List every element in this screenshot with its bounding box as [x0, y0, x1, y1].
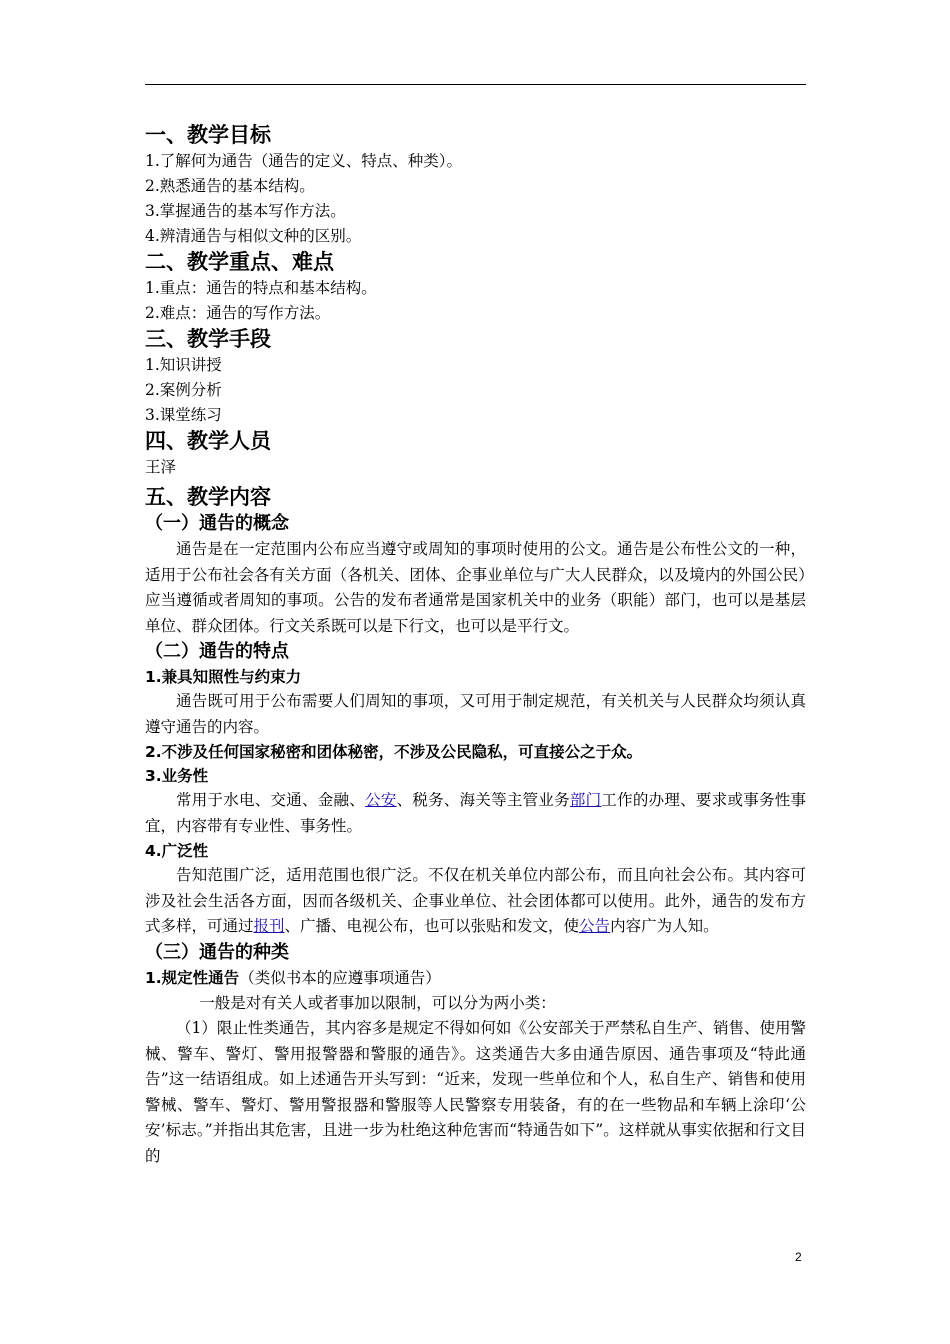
feature-paragraph-1: 通告既可用于公布需要人们周知的事项，又可用于制定规范，有关机关与人民群众均须认真遵守通告的内容。	[145, 692, 806, 736]
feature-paragraph-3	[145, 788, 806, 839]
text-run: 、税务、海关等主管业务	[396, 791, 570, 809]
list-item: 2.熟悉通告的基本结构。	[145, 177, 315, 195]
text-run: 工作的办理、要求或事务性事宜，内容带有专业性、事务性。	[145, 791, 806, 835]
type-paragraph-1: （1）限止性类通告，其内容多是规定不得如何如《公安部关于严禁私自生产、销售、使用警械、警车、警灯、警用报警器和警服的通告》。这类通告大多由通告原因、通告事项及“特此通告”这一结语组成。如上述通告开头写到：“近来，发现一些单位和个人，私自生产、销售和使用警械、警车、警灯、警用警报器和警服等人民警察专用装备，有的在一些物品和车辆上涂印‘公安’标志。”并指出其危害，且进一步为杜绝这种危害而“特通告如下”。这样就从事实依据和行文目的	[145, 1019, 806, 1165]
header-rule	[145, 84, 806, 85]
feature-heading-1: 1.兼具知照性与约束力	[145, 668, 302, 686]
feature-paragraph-4	[145, 863, 806, 940]
subsection-heading-types: （三）通告的种类	[145, 941, 289, 963]
page-number: 2	[795, 1250, 802, 1264]
section-heading-content: 五、教学内容	[145, 485, 271, 509]
section-heading-key-points: 二、教学重点、难点	[145, 250, 334, 274]
link-newspaper[interactable]: 报刊	[253, 917, 285, 935]
text-run: 、广播、电视公布，也可以张贴和发文，使	[284, 917, 580, 935]
feature-heading-4: 4.广泛性	[145, 842, 209, 860]
list-item: 2.案例分析	[145, 381, 222, 399]
section-heading-methods: 三、教学手段	[145, 327, 271, 351]
link-department[interactable]: 部门	[569, 791, 602, 809]
feature-heading-2: 2.不涉及任何国家秘密和团体秘密，不涉及公民隐私，可直接公之于众。	[145, 743, 643, 761]
staff-name: 王泽	[145, 458, 177, 476]
text-run: 告知范围广泛，适用范围也很广泛。不仅在机关单位内部公布，而且向社会公布。其内容可涉及社会生活各方面，因而各级机关、企事业单位、社会团体都可以使用。此外，通告的发布方式多样，可通过	[145, 866, 806, 935]
section-heading-staff: 四、教学人员	[145, 429, 271, 453]
subsection-heading-features: （二）通告的特点	[145, 641, 289, 662]
concept-paragraph: 通告是在一定范围内公布应当遵守或周知的事项时使用的公文。通告是公布性公文的一种，适用于公布社会各有关方面（各机关、团体、企事业单位与广大人民群众，以及境内的外国公民）应当遵循或者周知的事项。公告的发布者通常是国家机关中的业务（职能）部门，也可以是基层单位、群众团体。行文关系既可以是下行文，也可以是平行文。	[145, 540, 806, 635]
section-heading-objectives: 一、教学目标	[145, 123, 271, 147]
feature-heading-3: 3.业务性	[145, 767, 209, 785]
type-heading-note: （类似书本的应遵事项通告）	[239, 968, 441, 987]
text-run: 内容广为人知。	[610, 917, 719, 935]
type-heading-1	[145, 966, 806, 991]
type-heading-bold: 1.规定性通告	[145, 968, 240, 987]
subsection-heading-concept: （一）通告的概念	[145, 513, 289, 534]
list-item: 1.重点：通告的特点和基本结构。	[145, 279, 377, 297]
type-intro: 一般是对有关人或者事加以限制，可以分为两小类：	[199, 993, 556, 1012]
list-item: 1.了解何为通告（通告的定义、特点、种类）。	[145, 152, 463, 170]
text-run: 常用于水电、交通、金融、	[176, 791, 366, 809]
link-announcement[interactable]: 公告	[579, 917, 611, 935]
list-item: 2.难点：通告的写作方法。	[145, 304, 331, 322]
list-item: 3.课堂练习	[145, 406, 222, 424]
list-item: 4.辨清通告与相似文种的区别。	[145, 227, 362, 245]
list-item: 3.掌握通告的基本写作方法。	[145, 202, 346, 220]
document-body	[145, 122, 806, 1169]
link-public-security[interactable]: 公安	[365, 791, 397, 809]
list-item: 1.知识讲授	[145, 356, 222, 374]
